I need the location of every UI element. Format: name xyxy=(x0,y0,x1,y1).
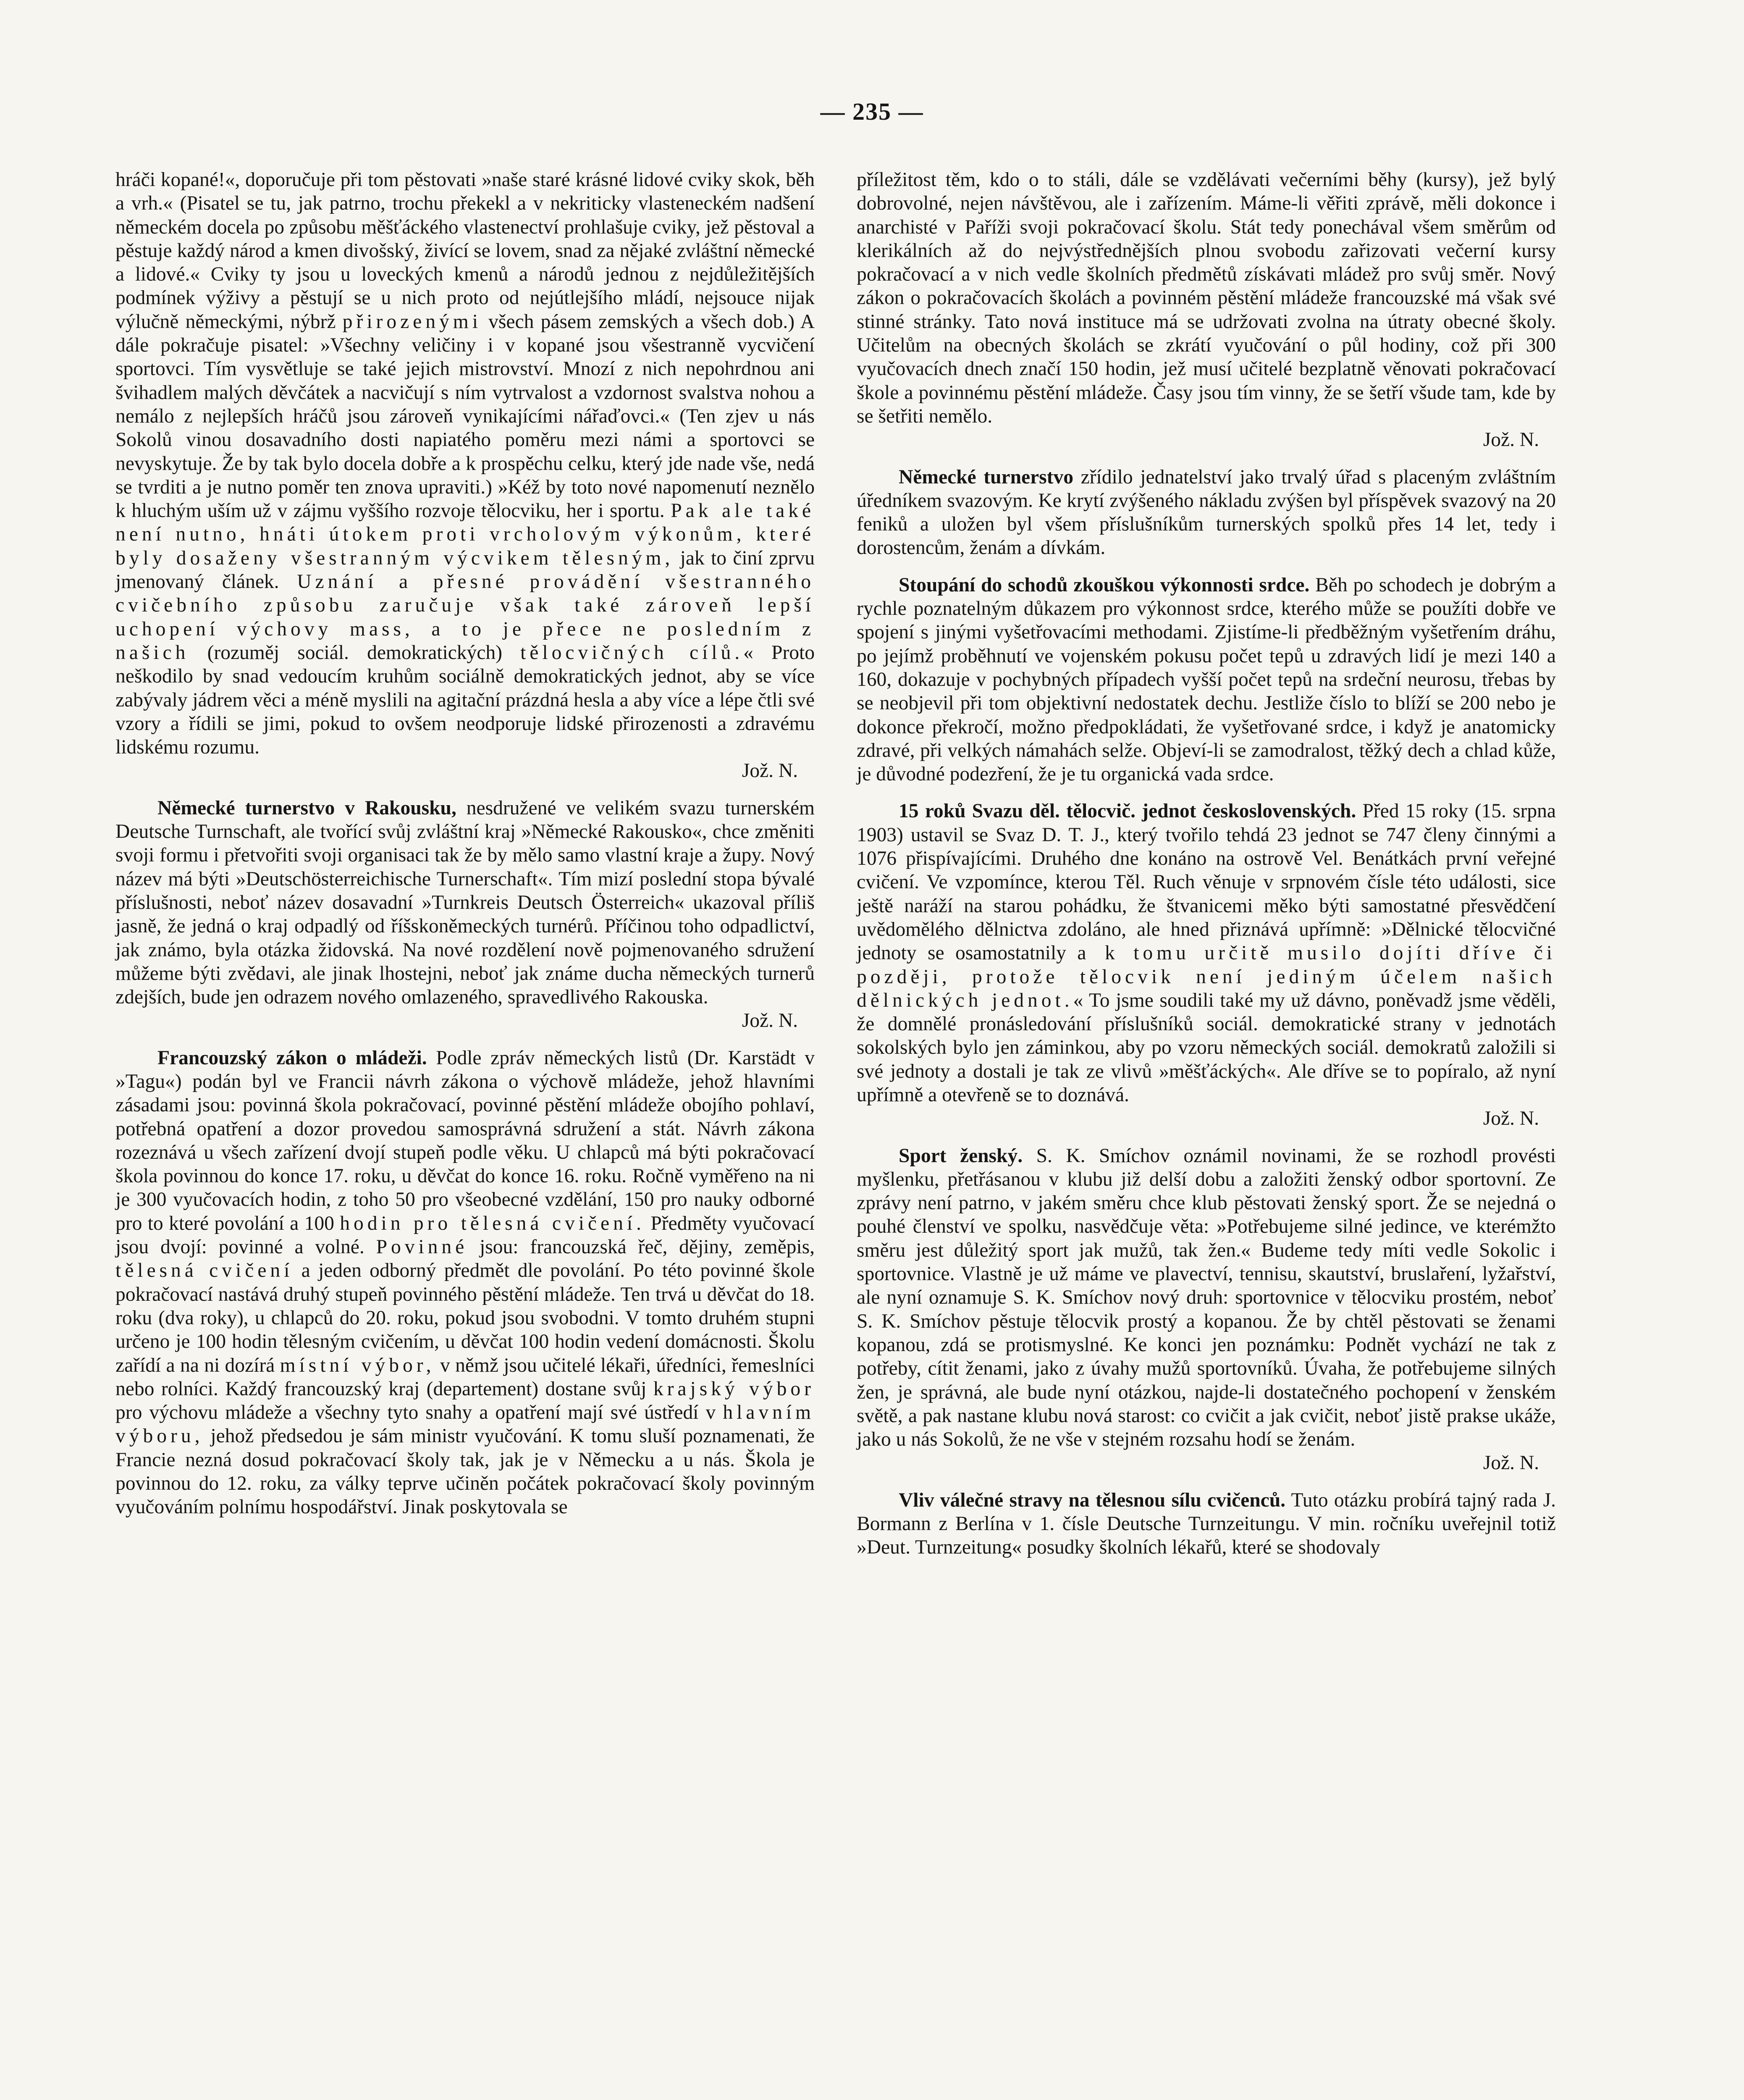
spaced-emphasis: přirozenými xyxy=(342,310,482,333)
right-column xyxy=(857,168,1556,1573)
spaced-emphasis: krajský výbor xyxy=(653,1378,815,1400)
body-text: a jeden odborný předmět dle povolání. Po této povinné škole pokračovací nastává druhý stupeň povinného pěstění mládeže. Ten trvá u děvčat do 18. roku (dva roky), u chlapců do 20. roku, pokud jsou svobodni. V tomto druhém stupni určeno je 100 hodin tělesným cvičením, u děvčat 100 hodin vedení domácnosti. Školu zařídí a na ni dozírá xyxy=(115,1260,815,1376)
body-text: Před 15 roky (15. srpna 1903) ustavil se Svaz D. T. J., který tvořilo tehdá 23 jednot se 747 členy činnými a 1076 přispívajícími. Druhého dne konáno na ostrově Vel. Benátkách první veřejné cvičení. Ve vzpomínce, kterou Těl. Ruch věnuje v srpnovém čísle této události, sice ještě naráží na starou pohádku, že štvanicemi měko býti samostatné přesvědčení uvědomělého dělnictva zdoláno, ale hned přiznává upřímně: »Dělnické tělocvičné jednoty se osamostatnily xyxy=(857,800,1556,964)
body-text: jsou: francouzská řeč, dějiny, zeměpis, xyxy=(468,1236,815,1258)
body-text: nesdružené ve velikém svazu turnerském Deutsche Turnschaft, ale tvořící svůj zvláštní kraj »Německé Rakousko«, chce změniti svoji formu i přetvořiti svoji organisaci tak že by mělo samo vlastní kraje a župy. Nový název má býti »Deutschösterreichische Turnerschaft«. Tím mizí poslední stopa bývalé příslušnosti, neboť název dosavadní »Turnkreis Deutsch Österreich« ukazoval příliš jasně, že jedná o kraj odpadlý od říšskoněmeckých turnérů. Příčinou toho odpadlictví, jak známo, byla otázka židovská. Na nové rozdělení nově pojmenovaného sdružení můžeme býti zvědavi, ale jinak lhostejni, neboť jak známe ducha německých turnerů zdejších, bude jen odrazem nového omlazeného, spravedlivého Rakouska. xyxy=(115,797,815,1008)
body-text: jak to činí zprvu jmenovaný článek. xyxy=(115,547,815,593)
spaced-emphasis: tělesná cvičení xyxy=(115,1260,294,1282)
article-headline: Vliv válečné stravy na tělesnou sílu cvičenců. xyxy=(899,1489,1286,1511)
spaced-emphasis: místní výbor, xyxy=(280,1354,435,1376)
spaced-emphasis: tělocvičných cílů. xyxy=(520,641,744,664)
spaced-emphasis: Uznání a přesné provádění všestranného cvičebního způsobu zaručuje však také zároveň lepší uchopení výchovy mass, a to je přece ne posledním z našich xyxy=(115,571,815,664)
article-body xyxy=(857,168,1556,428)
body-text: jehož předsedou je sám ministr vyučování. K tomu sluší poznamenati, že Francie nezná dosud pokračovací školy tak, jak je v Německu a u nás. Škola je povinnou do 12. roku, za války teprve učiněn počátek pokračovací školy povinným vyučováním polnímu hospodářství. Jinak poskytovala se xyxy=(115,1425,815,1518)
article-body xyxy=(115,168,815,759)
article-15-roku-svazu xyxy=(857,799,1556,1130)
left-column xyxy=(115,168,815,1533)
article-body xyxy=(857,1144,1556,1452)
body-text: (rozuměj sociál. demokratických) xyxy=(189,641,521,664)
body-text: hráči kopané!«, doporučuje při tom pěstovati »naše staré krásné lidové cviky skok, běh a vrh.« (Pisatel se tu, jak patrno, trochu překekl a v nekriticky vlasteneckém nadšení německém docela po způsobu měšťáckého vlastenectví prohlašuje cviky, jež pěstoval a pěstuje každý národ a kmen divošský, živící se lovem, snad za nějaké zvláštní německé a lidové.« Cviky ty jsou u loveckých kmenů a národů jednou z nejdůležitějších podmínek výživy a pěstují se u nich proto od nejútlejšího mládí, nejsouce nijak výlučně německými, nýbrž xyxy=(115,169,815,333)
signature: Jož. N. xyxy=(742,760,798,782)
signature: Jož. N. xyxy=(742,1010,798,1032)
article-headline: Francouzský zákon o mládeži. xyxy=(157,1047,427,1069)
article-vliv-valecne-stravy xyxy=(857,1488,1556,1559)
body-text: příležitost těm, kdo o to stáli, dále se vzdělávati večerními běhy (kursy), jež bylý dobrovolné, nejen návštěvou, ale i zařízením. Máme-li věřiti zprávě, měli dokonce i anarchisté v Paříži svoji pokračovací školu. Stát tedy ponechával všem směrům od klerikálních až do nejvýstřednějších plnou svobodu zařizovati večerní kursy pokračovací a v nich vedle školních předmětů získávati mládež pro svůj směr. Nový zákon o pokračovacích školách a povinném pěstění mládeže francouzské má však své stinné stránky. Tato nová instituce má se udržovati zvolna na útraty obecné školy. Učitelům na obecných školách se zkrátí vyučování o půl hodiny, což při 300 vyučovacích dnech značí 150 hodin, jež musí učitelé bezplatně věnovati pokračovací škole a povinnému pěstění mládeže. Časy jsou tím vinny, že se šetří všude tam, kde by se šetřiti nemělo. xyxy=(857,169,1556,427)
article-headline: Sport ženský. xyxy=(899,1144,1023,1167)
body-text: Podle zpráv německých listů (Dr. Karstädt v »Tagu«) podán byl ve Francii návrh zákona o výchově mládeže, jehož hlavními zásadami jsou: povinná škola pokračovací, povinné pěstění mládeže obojího pohlaví, potřebná opatření a dozor provedou samosprávná sdružení a stát. Návrh zákona rozeznává u všech zařízení dvojí stupeň podle věku. U chlapců má býti pokračovací škola povinnou do konce 17. roku, u děvčat do konce 16. roku. Ročně vyměřeno na ni je 300 vyučovacích hodin, z toho 50 pro všeobecné vzdělání, 150 pro nauky odborné pro to které povolání a 100 xyxy=(115,1047,815,1234)
article-body xyxy=(857,1488,1556,1559)
signature: Jož. N. xyxy=(1483,1452,1539,1474)
body-text: Tuto otázku probírá tajný rada J. Bormann z Berlína v 1. čísle Deutsche Turnzeitungu. V min. ročníku uveřejnil totiž »Deut. Turnzeitung« posudky školních lékařů, které se shodovaly xyxy=(857,1489,1556,1559)
spaced-emphasis: a k tomu určitě musilo dojíti dříve či později, protože tělocvik není jediným účelem našich dělnických jednot. xyxy=(857,942,1556,1011)
body-text: S. K. Smíchov oznámil novinami, že se rozhodl provésti myšlenku, přetřásanou v klubu již delší dobu a založiti ženský odbor sportovní. Ze zprávy není patrno, v jakém směru chce klub pěstovati ženský sport. Že se nejedná o pouhé členství ve spolku, nasvědčuje věta: »Potřebujeme silné jedince, ve kterémžto směru jest důležitý sport jak mužů, tak žen.« Budeme tedy míti vedle Sokolic i sportovnice. Vlastně je už máme ve plavectví, tennisu, skautství, bruslaření, lyžařství, ale nyní oznamuje S. K. Smíchov nový druh: sportovnice v tělocviku prostém, neboť S. K. Smíchov pěstuje tělocvik prostý a kopanou. Že by chtěl pěstovati se ženami kopanou, zdá se protismyslné. Ke konci jen poznámku: Podnět vychází ne tak z potřeby, cítit ženami, jako z úvahy mužů sportovníků. Úvaha, že potřebujeme silných žen, je správná, ale bude nyní otázkou, najde-li dostatečného pochopení v ženském světě, a pak nastane klubu nová starost: co cvičit a jak cvičit, neboť jistě prakse ukáže, jako u nás Sokolů, že ne vše v stejném rozsahu hodí se ženám. xyxy=(857,1144,1556,1451)
spaced-emphasis: hlavním výboru, xyxy=(115,1402,815,1447)
article-sport-zensky xyxy=(857,1144,1556,1475)
body-text: pro výchovu mládeže a všechny tyto snahy a opatření mají své ústředí v xyxy=(115,1402,723,1424)
article-body xyxy=(115,1046,815,1519)
article-headline: Stoupání do schodů zkouškou výkonnosti srdce. xyxy=(899,574,1310,596)
page-number: — 235 — xyxy=(820,98,924,125)
signature: Jož. N. xyxy=(1483,1108,1539,1130)
body-text: Předměty vyučovací jsou dvojí: povinné a volné. xyxy=(115,1212,815,1258)
article-stoupani-do-schodu xyxy=(857,573,1556,786)
article-continuation-left xyxy=(115,168,815,783)
body-text: v němž jsou učitelé lékaři, úředníci, řemeslníci nebo rolníci. Každý francouzský kraj (departement) dostane svůj xyxy=(115,1354,815,1400)
article-turnerstvo-v-rakousku xyxy=(115,796,815,1033)
spaced-emphasis: Povinné xyxy=(376,1236,468,1258)
article-continuation-right xyxy=(857,168,1556,452)
article-body xyxy=(115,796,815,1009)
article-body xyxy=(857,573,1556,786)
article-headline: Německé turnerstvo xyxy=(899,466,1073,488)
body-text: « Proto neškodilo by snad vedoucím kruhům sociálně demokratických jednot, aby se více zabývaly jádrem věci a méně myslili na agitační prázdná hesla a aby více a lépe čtli své vzory a řídili se jimi, pokud to ovšem neodporuje lidské přirozenosti a zdravému lidskému rozumu. xyxy=(115,641,815,759)
spaced-emphasis: hodin pro tělesná cvičení. xyxy=(340,1212,645,1234)
body-text: « To jsme soudili také my už dávno, poněvadž jsme věděli, že domnělé pronásledování příslušníků sociál. demokratické strany v jednotách sokolských bylo jen záminkou, aby po vzoru německých sociál. demokratů založili si své jednoty a dostali je tak ze vlivů »měšťáckých«. Ale dříve se to popíralo, až nyní upřímně a otevřeně se to doznává. xyxy=(857,989,1556,1106)
article-headline: 15 roků Svazu děl. tělocvič. jednot československých. xyxy=(899,800,1356,822)
article-body xyxy=(857,799,1556,1107)
article-body xyxy=(857,465,1556,560)
body-text: všech pásem zemských a všech dob.) A dále pokračuje pisatel: »Všechny veličiny i v kopané jsou všestranně vycvičení sportovci. Tím vysvětluje se také jejich mistrovství. Mnozí z nich nepohrdnou ani švihadlem malých děvčátek a nacvičují s ním vytrvalost a vzdornost svalstva nohou a nemálo z nejlepších hráčů jsou zároveň vynikajícími nářaďovci.« (Ten zjev u nás Sokolů vinou dosavadního dosti napiatého poměru mezi námi a sportovci se nevyskytuje. Že by tak bylo docela dobře a k prospěchu celku, který jde nade vše, nedá se tvrditi a je nutno poměr ten znova upraviti.) »Kéž by toto nové napomenutí neznělo k hluchým uším už v zájmu vyššího rozvoje tělocviku, her i sportu. xyxy=(115,310,815,522)
body-text: Běh po schodech je dobrým a rychle poznatelným důkazem pro výkonnost srdce, kterého může se použíti dobře ve spojení s jinými vyšetřovacími methodami. Zjistíme-li předběžným vyšetřením dráhu, po jejímž proběhnutí ve vojenském pokusu počet tepů u zdravých lidí je mezi 140 a 160, dokazuje v pochybných případech vyšší počet tepů na srdeční neurosu, třebas by se neobjevil při tom objektivní nedostatek dechu. Jestliže číslo to blíží se 200 nebo je dokonce překročí, možno předpokládati, že vyšetřované srdce, i když je anatomicky zdravé, při velkých námahách selže. Objeví-li se zamodralost, těžký dech a chlad kůže, je důvodné podezření, že je tu organická vada srdce. xyxy=(857,574,1556,785)
spaced-emphasis: Pak ale také není nutno, hnáti útokem proti vrcholovým výkonům, které byly dosaženy všestranným výcvikem tělesným, xyxy=(115,500,815,569)
article-nemecke-turnerstvo xyxy=(857,465,1556,560)
article-francouzsky-zakon xyxy=(115,1046,815,1519)
signature: Jož. N. xyxy=(1483,429,1539,451)
body-text: zřídilo jednatelství jako trvalý úřad s placeným zvláštním úředníkem svazovým. Ke krytí zvýšeného nákladu zvýšen byl příspěvek svazový na 20 feniků a uložen byl všem příslušníkům turnerských spolků přes 14 let, tedy i dorostencům, ženám a dívkám. xyxy=(857,466,1556,559)
article-headline: Německé turnerstvo v Rakousku, xyxy=(157,797,456,819)
